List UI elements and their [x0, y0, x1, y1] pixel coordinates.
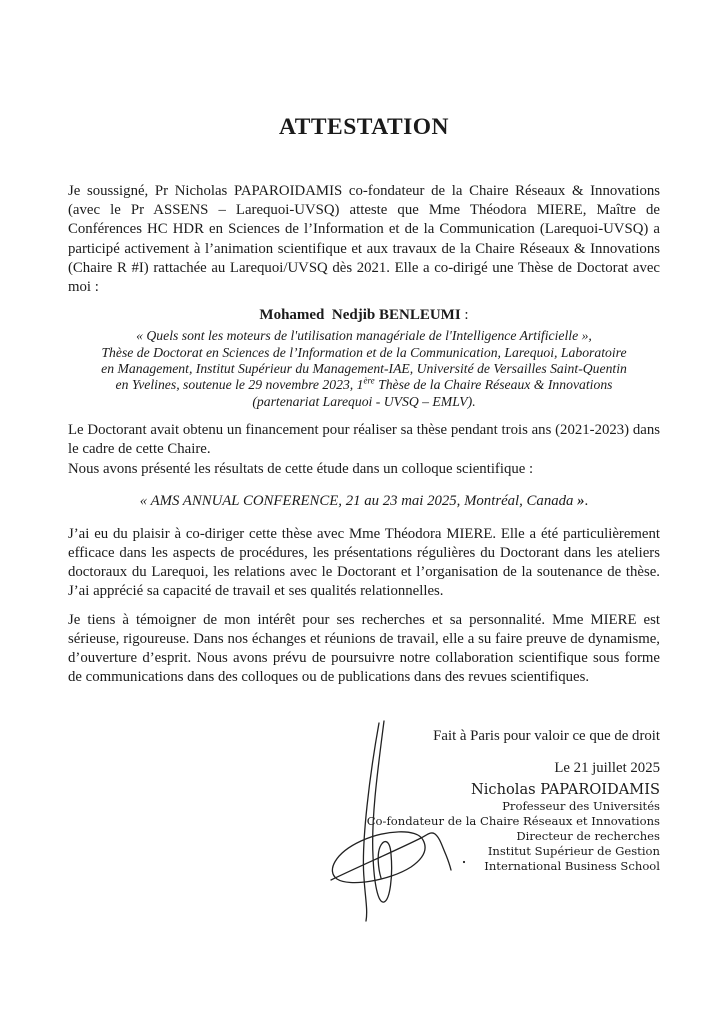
signatory-title-line: International Business School	[484, 859, 660, 874]
conference-text: « AMS ANNUAL CONFERENCE, 21 au 23 mai 2025, Montréal, Canada	[139, 492, 578, 509]
thesis-citation-block	[68, 328, 660, 410]
signatory-title-line: Professeur des Universités	[502, 799, 660, 814]
candidate-name: Mohamed Nedjib BENLEUMI	[259, 307, 461, 324]
thesis-detail-line: Thèse de Doctorat en Sciences de l’Information et de la Communication, Larequoi, Laboratoire	[101, 344, 627, 360]
thesis-partnership-line: (partenariat Larequoi - UVSQ – EMLV).	[252, 393, 476, 409]
closing-guillemet: »	[577, 492, 585, 509]
intro-paragraph: Je soussigné, Pr Nicholas PAPAROIDAMIS co-fondateur de la Chaire Réseaux & Innovations (avec le Pr ASSENS – Larequoi-UVSQ) atteste que Mme Théodora MIERE, Maître de Conférences HC HDR en Sciences de l’Information et de la Communication (Larequoi-UVSQ) a participé activement à l’animation scientifique et aux travaux de la Chaire Réseaux & Innovations (Chaire R #I) rattachée au Larequoi/UVSQ dès 2021. Elle a co-dirigé une Thèse de Doctorat avec moi :	[68, 183, 660, 296]
conference-period: .	[584, 492, 589, 509]
candidate-name-line	[68, 306, 660, 325]
thesis-title-line: « Quels sont les moteurs de l'utilisation managériale de l'Intelligence Artificielle »,	[136, 328, 592, 344]
thesis-detail-line: en Yvelines, soutenue le 29 novembre 2023, 1ère Thèse de la Chaire Réseaux & Innovations	[115, 375, 613, 393]
ordinal-superscript: ère	[363, 375, 375, 386]
colloque-sentence: Nous avons présenté les résultats de cette étude dans un colloque scientifique :	[68, 460, 534, 477]
date-line: Le 21 juillet 2025	[554, 760, 660, 777]
place-validity-line: Fait à Paris pour valoir ce que de droit	[433, 728, 660, 745]
signatory-title-line: Institut Supérieur de Gestion	[487, 844, 660, 859]
signatory-name: Nicholas PAPAROIDAMIS	[471, 781, 660, 799]
closing-block	[68, 727, 660, 874]
funding-sentence: Le Doctorant avait obtenu un financement pour réaliser sa thèse pendant trois ans (2021-2023) dans le cadre de cette Chaire.	[68, 422, 660, 458]
conference-citation-line	[68, 492, 660, 511]
document-title: ATTESTATION	[278, 114, 450, 140]
codirection-paragraph: J’ai eu du plaisir à co-diriger cette thèse avec Mme Théodora MIERE. Elle a été particulièrement efficace dans les aspects de procédures, les présentations régulières du Doctorant dans les ateliers doctoraux du Larequoi, les relations avec le Doctorant et l’organisation de la soutenance de thèse. J’ai apprécié sa capacité de travail et ses qualités relationnelles.	[68, 525, 660, 600]
thesis-detail-line: en Management, Institut Supérieur du Management-IAE, Université de Versailles Saint-Quentin	[101, 361, 627, 377]
testimonial-paragraph: Je tiens à témoigner de mon intérêt pour ses recherches et sa personnalité. Mme MIERE est sérieuse, rigoureuse. Dans nos échanges et réunions de travail, elle a su faire preuve de dynamisme, d’ouverture d’esprit. Nous avons prévu de poursuivre notre collaboration scientifique sous forme de communications dans des colloques ou de publications dans des revues scientifiques.	[68, 611, 660, 686]
funding-paragraph	[68, 421, 660, 479]
signatory-title-line: Directeur de recherches	[516, 829, 660, 844]
signatory-titles	[68, 799, 660, 874]
signatory-title-line: Co-fondateur de la Chaire Réseaux et Innovations	[366, 814, 660, 829]
candidate-colon: :	[460, 307, 469, 324]
